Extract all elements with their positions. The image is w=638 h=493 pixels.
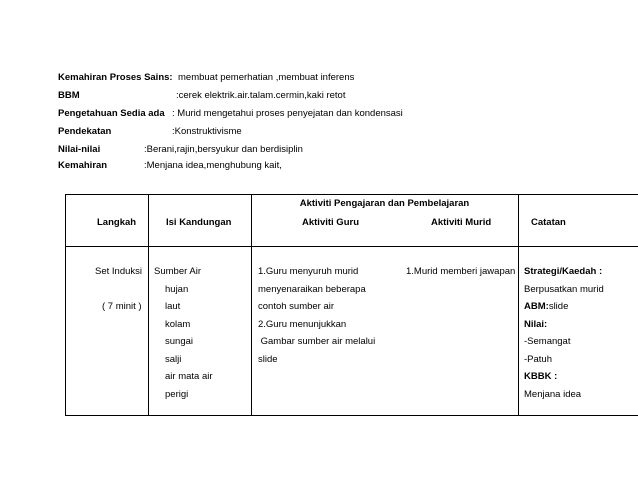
cell-isi-item: kolam (165, 318, 191, 330)
cell-catatan-line: -Semangat (524, 336, 571, 347)
header-aktiviti-guru: Aktiviti Guru (302, 217, 360, 228)
cell-guru-line: contoh sumber air (258, 301, 335, 312)
cell-isi-item: salji (165, 353, 182, 365)
cell-guru-line: 2.Guru menunjukkan (258, 318, 347, 330)
info-value: : Murid mengetahui proses penyejatan dan kondensasi (172, 108, 403, 119)
cell-isi-item: laut (165, 301, 181, 312)
group-header-aktiviti: Aktiviti Pengajaran dan Pembelajaran (299, 198, 470, 209)
header-langkah: Langkah (97, 217, 137, 228)
lesson-table (65, 194, 638, 416)
info-label: BBM (58, 90, 80, 101)
cell-isi-item: air mata air (165, 371, 213, 382)
info-value: :Menjana idea,menghubung kait, (144, 160, 282, 171)
cell-catatan-abm (524, 298, 568, 316)
info-value: :Berani,rajin,bersyukur dan berdisiplin (144, 144, 303, 155)
cell-catatan-line: Menjana idea (524, 388, 582, 400)
cell-isi-item: sungai (165, 336, 193, 347)
info-label: Nilai-nilai (58, 144, 101, 155)
cell-langkah-time: ( 7 minit ) (102, 301, 142, 312)
cell-guru-line: menyenaraikan beberapa (258, 283, 366, 295)
header-aktiviti-murid: Aktiviti Murid (431, 217, 492, 228)
info-label: Pengetahuan Sedia ada (58, 108, 165, 119)
cell-catatan-strategi: Strategi/Kaedah : (524, 266, 603, 277)
cell-guru-line: slide (258, 353, 278, 365)
cell-catatan-abm-label: ABM: (524, 301, 549, 312)
info-value: :cerek elektrik.air.talam.cermin,kaki retot (176, 90, 346, 101)
cell-isi-item: Sumber Air (154, 266, 201, 277)
cell-catatan-line: -Patuh (524, 353, 552, 365)
table-header-divider (65, 246, 638, 247)
header-isi-kandungan: Isi Kandungan (166, 217, 232, 228)
cell-murid-line: 1.Murid memberi jawapan (406, 266, 516, 277)
table-border-left (65, 194, 66, 416)
cell-guru-line: Gambar sumber air melalui (258, 336, 376, 347)
cell-catatan-kbbk: KBBK : (524, 371, 558, 382)
cell-catatan-line: Berpusatkan murid (524, 283, 604, 295)
cell-catatan-abm-value: slide (548, 301, 569, 312)
info-label: Kemahiran (58, 160, 108, 171)
info-label: Kemahiran Proses Sains: (58, 72, 173, 83)
cell-isi-item: hujan (165, 283, 189, 295)
cell-langkah-title: Set Induksi (95, 266, 142, 277)
cell-guru-line: 1.Guru menyuruh murid (258, 266, 359, 277)
column-divider (518, 194, 519, 416)
info-label: Pendekatan (58, 126, 112, 137)
table-border-top (65, 194, 638, 195)
header-catatan: Catatan (531, 217, 566, 228)
info-value: membuat pemerhatian ,membuat inferens (178, 72, 355, 83)
column-divider (148, 194, 149, 416)
column-divider (251, 194, 252, 416)
cell-catatan-nilai: Nilai: (524, 318, 548, 330)
cell-isi-item: perigi (165, 388, 189, 400)
info-value: :Konstruktivisme (172, 126, 242, 137)
table-border-bottom (65, 415, 638, 416)
